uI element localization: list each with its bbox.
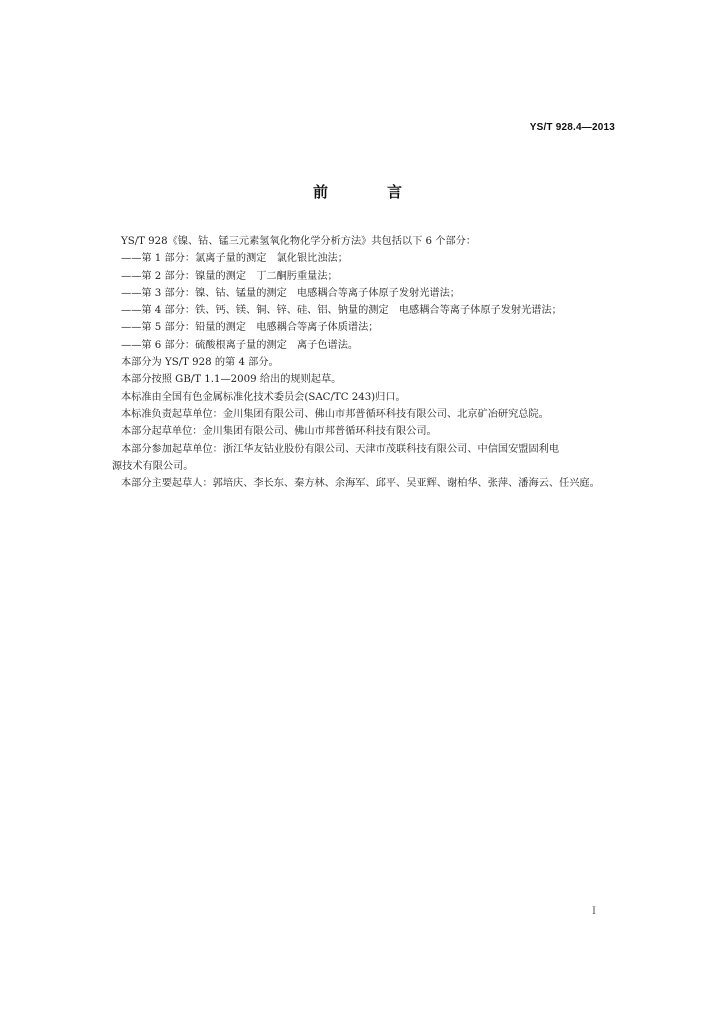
standard-code: YS/T 928.4—2013: [529, 122, 615, 133]
paragraph-responsible-units: 本标准负责起草单位：金川集团有限公司、佛山市邦普循环科技有限公司、北京矿冶研究总院。: [121, 408, 549, 420]
paragraph-participating-units-continued: 源技术有限公司。: [112, 460, 194, 472]
paragraph-main-drafters: 本部分主要起草人：郭培庆、李长东、秦方林、余海军、邱平、吴亚辉、谢柏华、张萍、潘海云、任兴庭。: [121, 478, 600, 490]
paragraph-drafting-units: 本部分起草单位：金川集团有限公司、佛山市邦普循环科技有限公司。: [121, 426, 437, 438]
list-item-part-1: ——第 1 部分：氯离子量的测定 氯化银比浊法；: [121, 253, 348, 265]
list-item-part-2: ——第 2 部分：镍量的测定 丁二酮肟重量法；: [121, 270, 338, 282]
page-number: I: [592, 906, 596, 917]
paragraph-part-statement: 本部分为 YS/T 928 的第 4 部分。: [121, 357, 279, 369]
paragraph-intro: YS/T 928《镍、钴、锰三元素氢氧化物化学分析方法》共包括以下 6 个部分：: [121, 236, 477, 247]
list-item-part-6: ——第 6 部分：硫酸根离子量的测定 离子色谱法。: [121, 339, 359, 351]
paragraph-committee: 本标准由全国有色金属标准化技术委员会(SAC/TC 243)归口。: [121, 391, 406, 403]
paragraph-participating-units: 本部分参加起草单位：浙江华友钴业股份有限公司、天津市茂联科技有限公司、中信国安盟固利电: [121, 443, 560, 455]
paragraph-drafting-rules: 本部分按照 GB/T 1.1—2009 给出的规则起草。: [121, 374, 342, 386]
list-item-part-4: ——第 4 部分：铁、钙、镁、铜、锌、硅、铝、钠量的测定 电感耦合等离子体原子发射光谱法；: [121, 305, 562, 317]
list-item-part-5: ——第 5 部分：铅量的测定 电感耦合等离子体质谱法；: [121, 322, 379, 334]
list-item-part-3: ——第 3 部分：镍、钴、锰量的测定 电感耦合等离子体原子发射光谱法；: [121, 287, 460, 299]
page-title: 前 言: [312, 183, 424, 201]
foreword-body: [112, 233, 610, 492]
